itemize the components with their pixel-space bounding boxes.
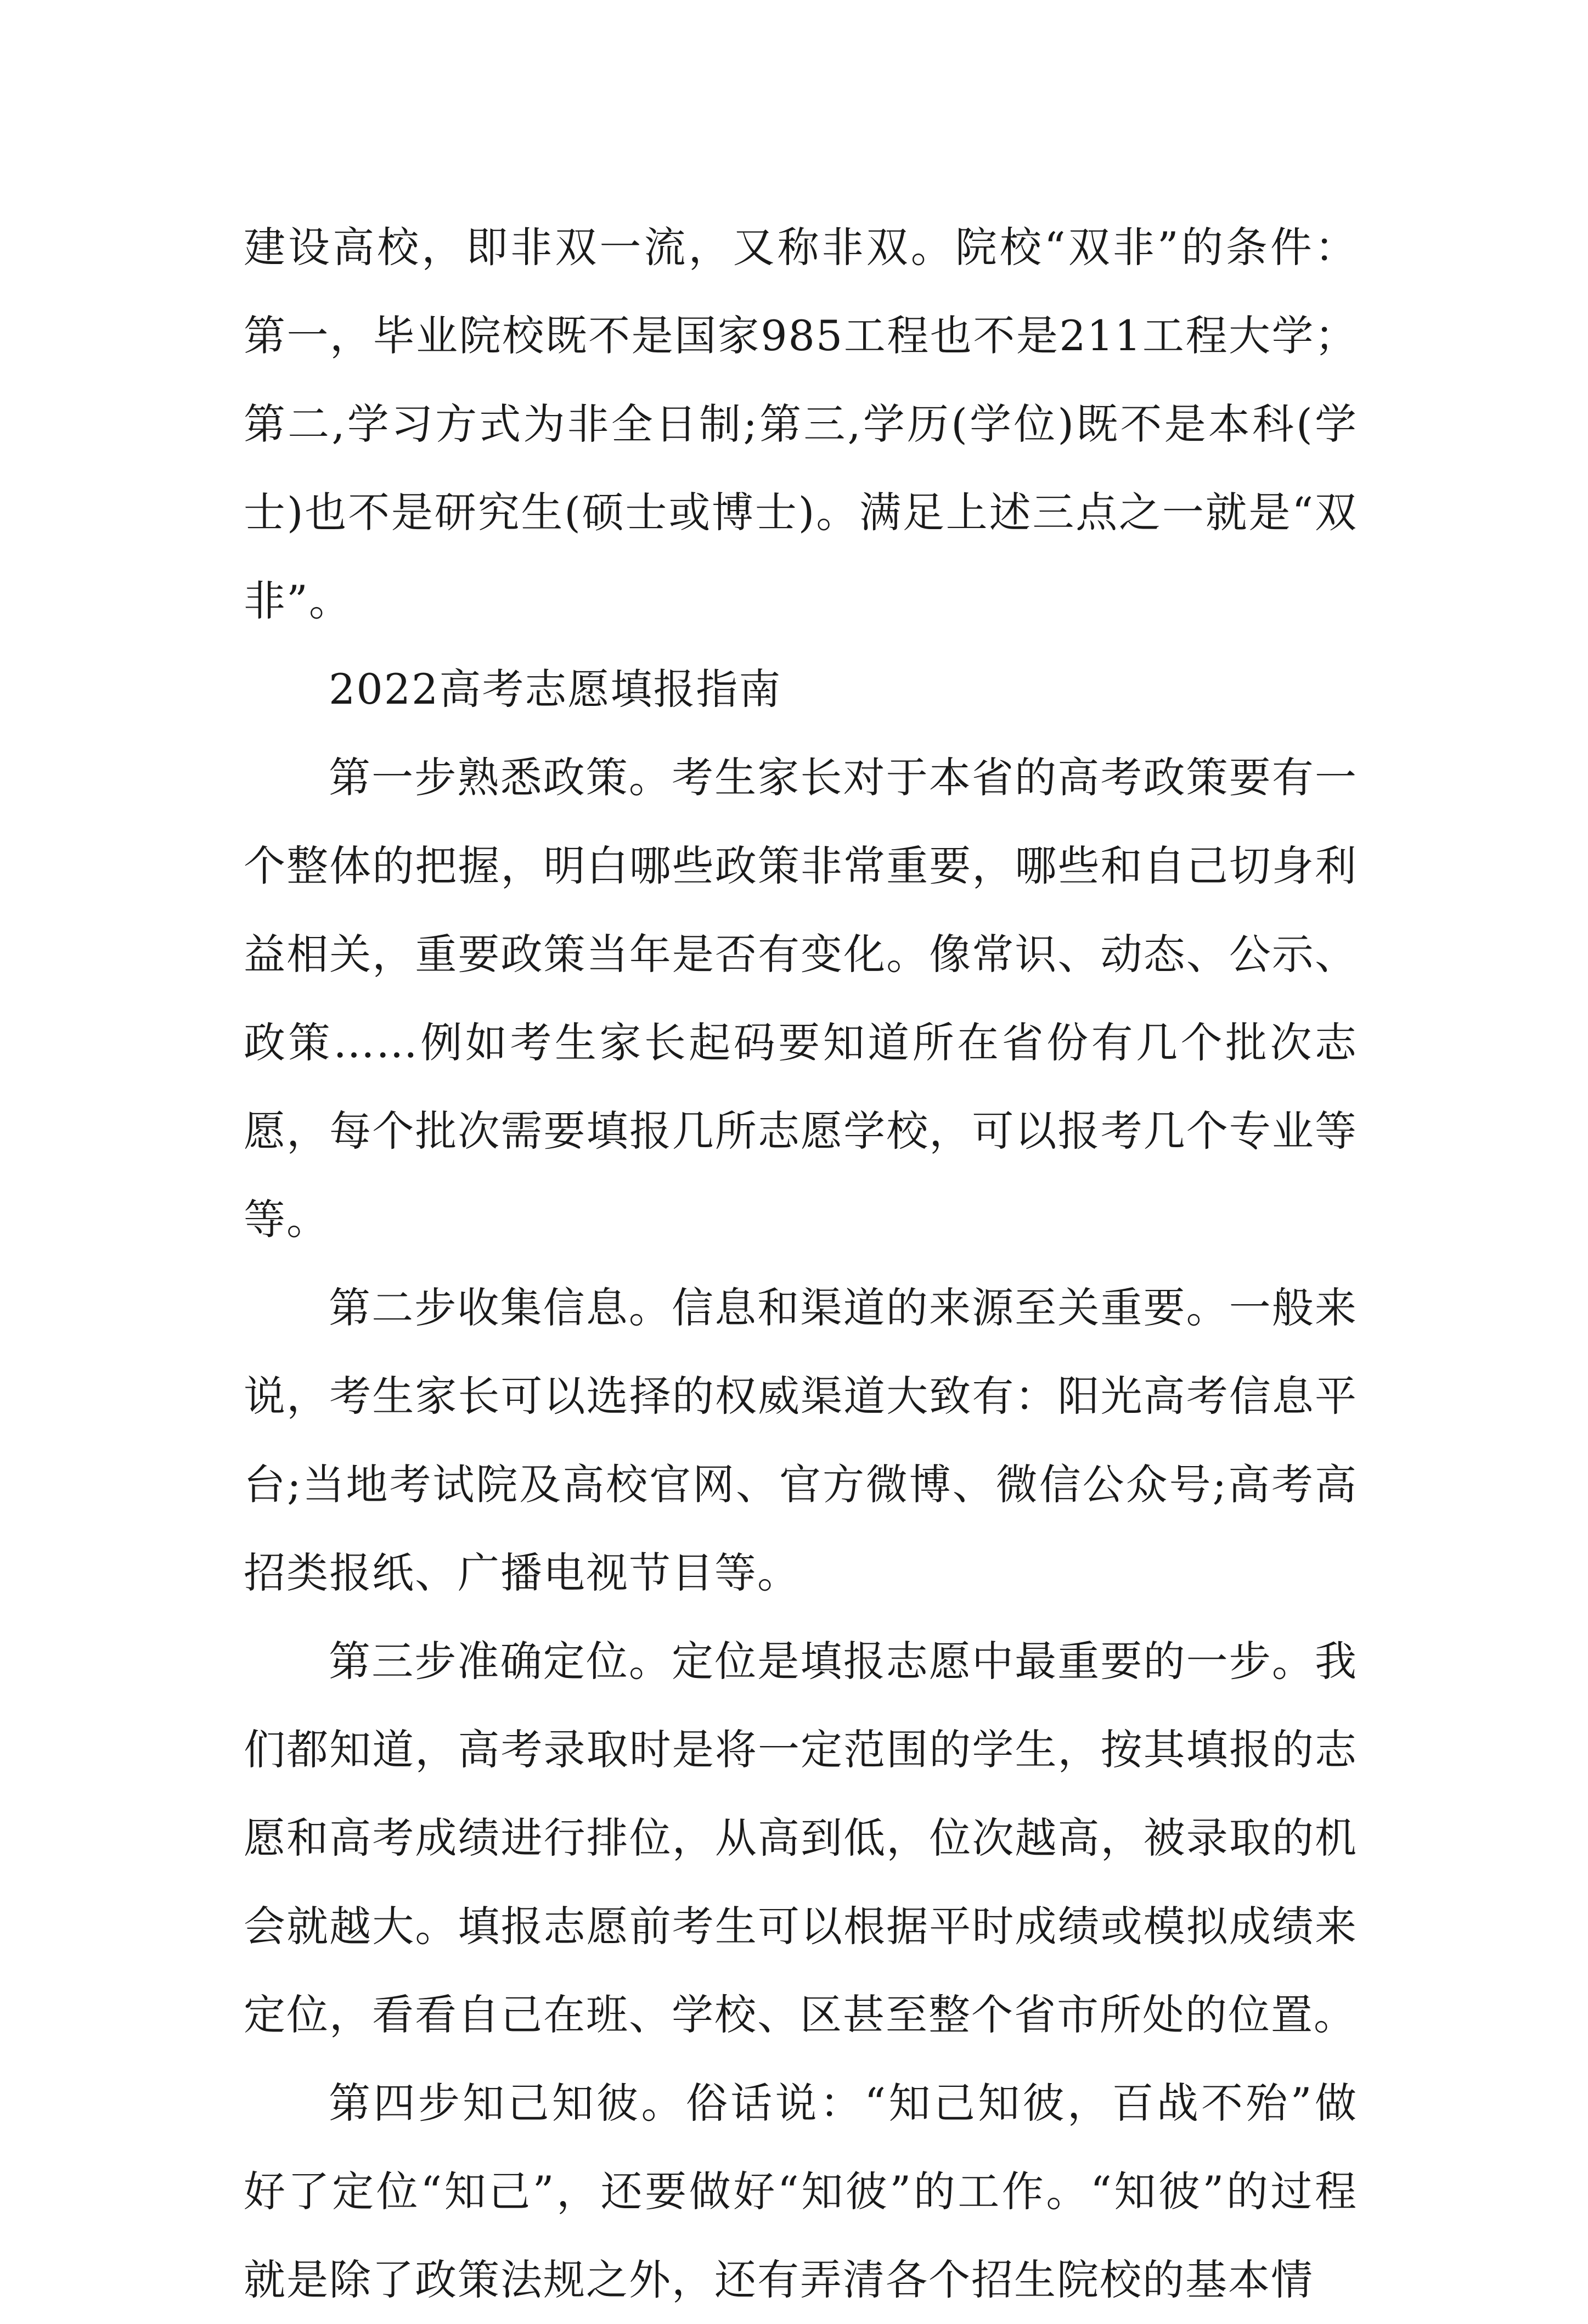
document-body bbox=[244, 203, 1358, 2324]
section-heading: 2022高考志愿填报指南 bbox=[329, 665, 782, 714]
paragraph-step-three: 第三步准确定位。定位是填报志愿中最重要的一步。我们都知道，高考录取时是将一定范围的学生，按其填报的志愿和高考成绩进行排位，从高到低，位次越高，被录取的机会就越大。填报志愿前考生可以根据平时成绩或模拟成绩来定位，看看自己在班、学校、区甚至整个省市所处的位置。 bbox=[244, 1637, 1358, 2039]
paragraph-step-one: 第一步熟悉政策。考生家长对于本省的高考政策要有一个整体的把握，明白哪些政策非常重要，哪些和自己切身利益相关，重要政策当年是否有变化。像常识、动态、公示、政策……例如考生家长起码要知道所在省份有几个批次志愿，每个批次需要填报几所志愿学校，可以报考几个专业等等。 bbox=[244, 753, 1358, 1244]
paragraph-step-two: 第二步收集信息。信息和渠道的来源至关重要。一般来说，考生家长可以选择的权威渠道大致有：阳光高考信息平台;当地考试院及高校官网、官方微博、微信公众号;高考高招类报纸、广播电视节目等。 bbox=[244, 1283, 1358, 1597]
paragraph-step-four: 第四步知己知彼。俗话说：“知己知彼，百战不殆”做好了定位“知己”，还要做好“知彼”的工作。“知彼”的过程就是除了政策法规之外，还有弄清各个招生院校的基本情 bbox=[244, 2079, 1358, 2304]
paragraph-shuangfei-definition: 建设高校，即非双一流，又称非双。院校“双非”的条件：第一，毕业院校既不是国家985工程也不是211工程大学；第二,学习方式为非全日制;第三,学历(学位)既不是本科(学士)也不是研究生(硕士或博士)。满足上述三点之一就是“双非”。 bbox=[244, 223, 1358, 625]
